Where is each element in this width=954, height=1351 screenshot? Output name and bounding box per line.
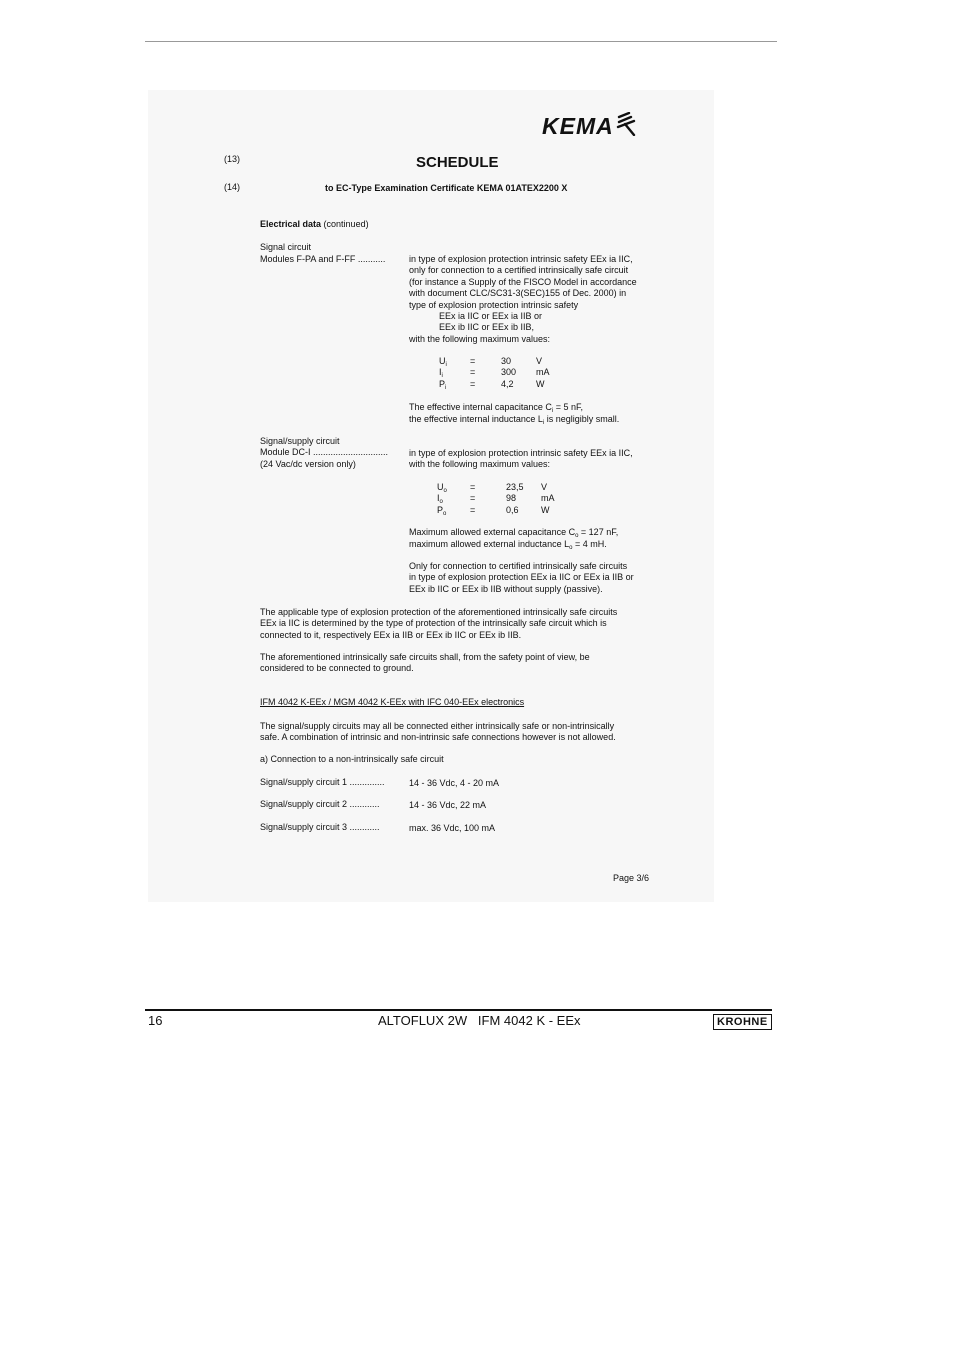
internal-inductance-text: the effective internal inductance $L_i$ is negligibly small. [409,414,620,426]
desc-line: in type of explosion protection intrinsic safety EEx ia IIC, [409,254,633,264]
footer-title: ALTOFLUX 2W IFM 4042 K - EEx [378,1013,581,1028]
krohne-logo: KROHNE [713,1014,772,1030]
value-subscript: o [439,499,443,506]
value-equals: = [470,482,476,492]
value-symbol: U [437,482,444,492]
kema-lightning-icon [616,112,638,136]
supply-circuit-label: Signal/supply circuit Module DC-I .............................. (24 Vac/dc version only) [260,436,389,469]
kema-logo [542,112,638,140]
max-values-label: with the following maximum values: [409,333,551,344]
signal-circuit-label: Signal circuit [260,242,312,252]
value-unit: W [536,378,545,389]
internal-capacitance-text: The effective internal capacitance $C_i = 5$ nF, [409,402,584,414]
circuit-value-3: max. 36 Vdc, 100 mA [409,823,496,833]
signal-values-table [439,356,579,390]
external-capacitance-text: Maximum allowed external capacitance $C_o = 127$ nF, [409,527,619,539]
electrical-data-heading [260,219,369,230]
value-unit: V [536,356,543,366]
signal-description [409,254,637,345]
value-number: 0,6 [506,504,519,515]
value-symbol: P [437,504,444,515]
value-subscript: i [441,373,443,380]
eex-option-line: EEx ia IIC or EEx ia IIB or [439,311,543,322]
value-symbol: P [439,378,446,389]
value-row [437,482,577,493]
value-unit: V [541,482,548,492]
electrical-data-heading-rest: (continued) [323,219,369,229]
circuit-label-2: Signal/supply circuit 2 ............ [260,799,380,809]
section-number-13: (13) [224,154,241,164]
desc-line: (for instance a Supply of the FISCO Model in accordance [409,276,637,287]
value-unit: W [541,504,550,515]
value-number: 98 [506,493,517,504]
footer-rule [145,1009,772,1011]
ground-paragraph: The aforementioned intrinsically safe circuits shall, from the safety point of view, be considered to be connected to ground. [260,652,590,674]
section-number-14: (14) [224,182,241,192]
value-equals: = [470,356,476,366]
value-subscript: o [443,510,447,517]
value-row [437,493,577,504]
value-row [437,505,577,516]
certificate-subtitle: to EC-Type Examination Certificate KEMA 01ATEX2200 X [325,183,568,193]
circuit-label-3: Signal/supply circuit 3 ............ [260,822,380,832]
circuit-value-1: 14 - 36 Vdc, 4 - 20 mA [409,778,500,788]
desc-line: only for connection to a certified intrinsically safe circuit [409,265,629,276]
value-number: 23,5 [506,482,524,492]
schedule-title: SCHEDULE [416,154,499,171]
value-symbol: U [439,356,446,366]
desc-line: with document CLC/SC31-3(SEC)155 of Dec. 2000) in [409,288,627,299]
value-symbol: I [437,493,440,504]
supply-values-table [437,482,577,516]
value-number: 30 [501,356,512,366]
value-subscript: i [445,384,447,391]
value-row [439,367,579,378]
top-rule [145,41,777,42]
eex-option-line: EEx ib IIC or EEx ib IIB, [439,322,535,333]
value-equals: = [470,367,476,378]
circuit-value-2: 14 - 36 Vdc, 22 mA [409,800,487,810]
value-unit: mA [536,367,550,378]
value-equals: = [470,504,476,515]
only-connection-text: Only for connection to certified intrinsically safe circuits in type of explosion protection EEx ia IIC or EEx ia IIB or EEx ib IIC or EEx ib IIB without supply (passive). [409,561,634,594]
value-number: 300 [501,367,517,378]
external-inductance-text: maximum allowed external inductance $L_o = 4$ mH. [409,539,607,551]
value-subscript: i [445,362,447,368]
value-equals: = [470,493,476,504]
value-symbol: I [439,367,442,378]
ifm-paragraph: The signal/supply circuits may all be connected either intrinsically safe or non-intrinsically safe. A combination of intrinsic and non-intrinsic safe connections however is not allowed. [260,721,616,743]
kema-logo-text: KEMA [542,113,614,139]
applicable-paragraph: The applicable type of explosion protection of the aforementioned intrinsically safe circuits EEx ia IIC is determined by the type of protection of the intrinsically safe circuit which is connected to it, respectively EEx ia IIB or EEx ib IIC or EEx ib IIB. [260,607,618,640]
scan-page-number: Page 3/6 [613,873,650,883]
desc-line: type of explosion protection intrinsic safety [409,299,579,310]
value-unit: mA [541,493,555,504]
connection-heading: a) Connection to a non-intrinsically safe circuit [260,754,444,764]
ifm-heading: IFM 4042 K-EEx / MGM 4042 K-EEx with IFC 040-EEx electronics [260,697,525,707]
value-equals: = [470,378,476,389]
value-row [439,356,579,367]
footer-page-number: 16 [148,1013,163,1028]
circuit-label-1: Signal/supply circuit 1 .............. [260,777,385,787]
electrical-data-heading-bold: Electrical data [260,219,322,229]
modules-label: Modules F-PA and F-FF ........... [260,254,386,264]
value-subscript: o [443,488,447,494]
supply-description: in type of explosion protection intrinsic safety EEx ia IIC, with the following maximum values: [409,448,633,470]
value-number: 4,2 [501,378,514,389]
value-row [439,379,579,390]
